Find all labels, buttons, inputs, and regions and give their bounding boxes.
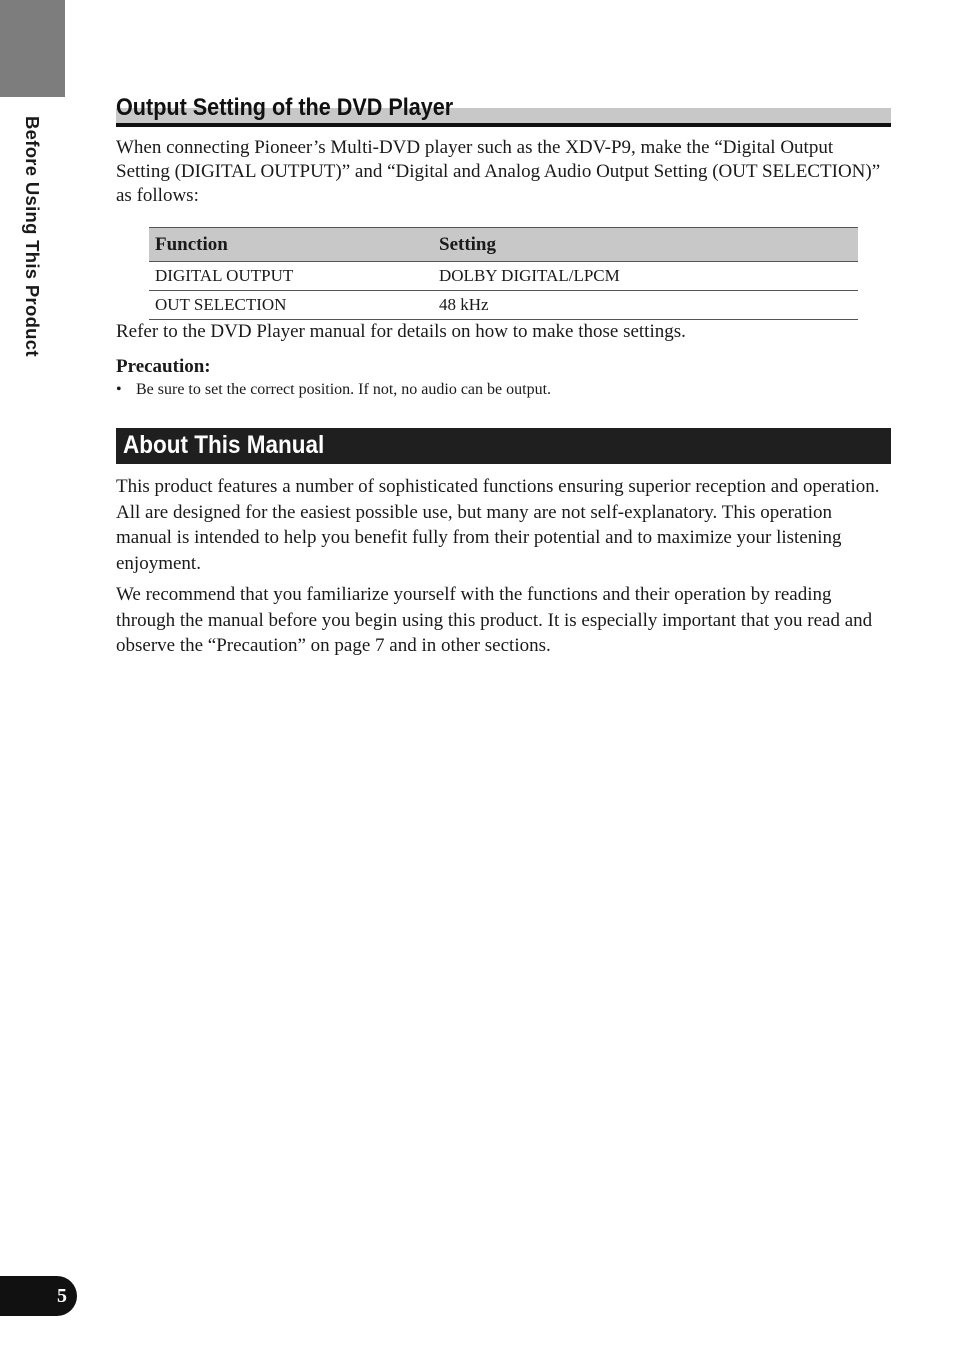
- section-title: About This Manual: [123, 431, 325, 459]
- section-heading-output-setting: [116, 92, 891, 128]
- settings-table: [149, 227, 858, 320]
- precaution-list: [116, 380, 891, 400]
- table-row: [149, 262, 858, 291]
- about-paragraph: This product features a number of sophisticated functions ensuring superior reception and operation. All are designed for the easiest possible use, but many are not self-explanatory. This operation manual is intended to help you benefit fully from their potential and to maximize your listening enjoyment.: [116, 476, 880, 574]
- page-content: [116, 92, 891, 659]
- intro-paragraph: When connecting Pioneer’s Multi-DVD player such as the XDV-P9, make the “Digital Output Setting (DIGITAL OUTPUT)” and “Digital and Analog Audio Output Setting (OUT SELECTION)” as follows:: [116, 137, 881, 206]
- refer-paragraph: Refer to the DVD Player manual for details on how to make those settings.: [116, 321, 686, 342]
- section-title: Output Setting of the DVD Player: [116, 94, 454, 121]
- table-header-setting: Setting: [433, 228, 858, 262]
- bullet-icon: •: [116, 381, 122, 398]
- chapter-tab: [0, 0, 65, 97]
- table-cell-setting: DOLBY DIGITAL/LPCM: [433, 262, 858, 291]
- table-row: [149, 291, 858, 320]
- list-item: [116, 380, 891, 400]
- page-number-badge: [0, 1276, 77, 1316]
- about-body: [116, 474, 891, 659]
- section-heading-about-manual: [116, 428, 891, 464]
- about-paragraph: We recommend that you familiarize yourself with the functions and their operation by reading through the manual before you begin using this product. It is especially important that you read and observe the “Precaution” on page 7 and in other sections.: [116, 584, 873, 656]
- table-header-row: [149, 228, 858, 262]
- page-number: 5: [57, 1284, 67, 1307]
- chapter-label: Before Using This Product: [22, 116, 43, 357]
- precaution-text: Be sure to set the correct position. If not, no audio can be output.: [136, 381, 552, 398]
- table-cell-function: DIGITAL OUTPUT: [149, 262, 433, 291]
- table-cell-function: OUT SELECTION: [149, 291, 433, 320]
- heading-rule: [116, 123, 891, 127]
- table-cell-setting: 48 kHz: [433, 291, 858, 320]
- table-header-function: Function: [149, 228, 433, 262]
- precaution-title: Precaution:: [116, 356, 211, 377]
